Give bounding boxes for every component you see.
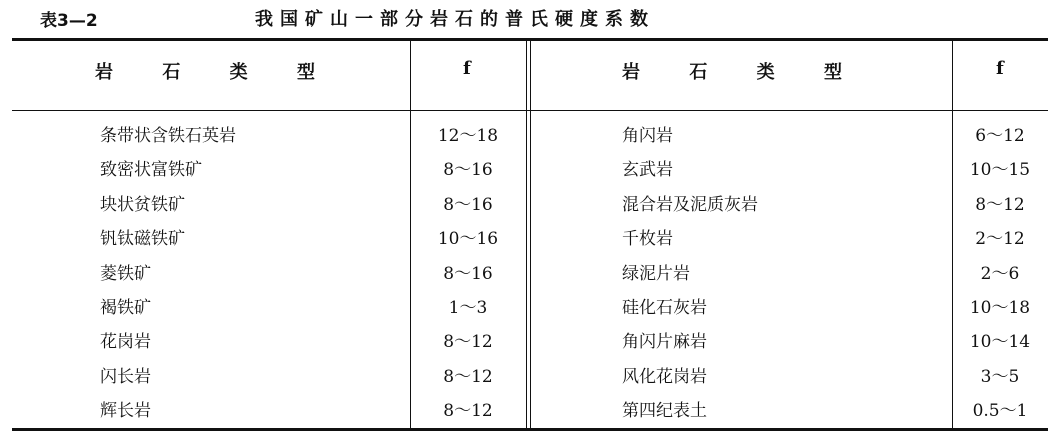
f-value: 12～18: [437, 126, 499, 146]
f-value: 10～16: [437, 229, 499, 250]
table-row: [0, 119, 1061, 153]
rock-name: 块状贫铁矿: [100, 194, 185, 215]
table-row: [0, 360, 1061, 394]
rock-name: 第四纪表土: [622, 401, 707, 422]
rock-name: 闪长岩: [100, 366, 151, 387]
header-char: 类: [756, 62, 775, 83]
header-rock-type-right: [622, 58, 842, 84]
f-value: 8～12: [443, 366, 493, 387]
f-value: 8～16: [443, 263, 493, 284]
table-caption: [0, 0, 1061, 36]
rock-name: 角闪片麻岩: [622, 332, 707, 353]
rock-name: 花岗岩: [100, 332, 151, 353]
f-value: 6～12: [975, 126, 1025, 146]
header-f-right: f: [996, 58, 1004, 79]
rock-name: 辉长岩: [100, 401, 151, 422]
f-value: 1～3: [448, 297, 488, 318]
rock-name: 菱铁矿: [100, 263, 151, 284]
rock-name: 褐铁矿: [100, 297, 151, 318]
rock-name: 硅化石灰岩: [622, 297, 707, 318]
header-char: 石: [162, 62, 181, 83]
header-char: 型: [296, 62, 315, 83]
f-value: 8～12: [975, 194, 1025, 215]
rock-name: 钒钛磁铁矿: [100, 229, 185, 250]
header-char: 石: [689, 62, 708, 83]
rock-name: 千枚岩: [622, 229, 673, 250]
f-value: 10～18: [969, 297, 1031, 318]
table-row: [0, 394, 1061, 428]
table-row: [0, 188, 1061, 222]
header-char: 岩: [95, 62, 113, 83]
f-value: 0.5～1: [972, 401, 1028, 422]
header-char: 类: [229, 62, 248, 83]
table-row: [0, 291, 1061, 325]
table-title: 我国矿山一部分岩石的普氏硬度系数: [255, 9, 655, 30]
header-f-left: f: [463, 58, 471, 79]
rock-name: 风化花岗岩: [622, 366, 707, 387]
table-row: [0, 325, 1061, 359]
table-row: [0, 222, 1061, 256]
f-value: 10～15: [969, 160, 1031, 181]
header-char: 型: [823, 62, 842, 83]
table-number: 表3—2: [40, 11, 98, 31]
f-value: 8～12: [443, 332, 493, 353]
f-value: 8～16: [443, 194, 493, 215]
rock-name: 致密状富铁矿: [100, 160, 202, 181]
f-value: 2～12: [975, 229, 1025, 250]
f-value: 8～16: [443, 160, 493, 181]
f-value: 8～12: [443, 401, 493, 422]
rock-name: 角闪岩: [622, 126, 673, 146]
rock-name: 玄武岩: [622, 160, 673, 181]
f-value: 10～14: [969, 332, 1031, 353]
table-body: [0, 119, 1061, 429]
header-char: 岩: [622, 62, 640, 83]
f-value: 2～6: [980, 263, 1020, 284]
header-rock-type-left: [95, 58, 315, 84]
rock-name: 绿泥片岩: [622, 263, 690, 284]
rock-name: 混合岩及泥质灰岩: [622, 194, 758, 215]
table-row: [0, 153, 1061, 187]
rock-name: 条带状含铁石英岩: [100, 126, 236, 146]
table-row: [0, 257, 1061, 291]
f-value: 3～5: [980, 366, 1020, 387]
